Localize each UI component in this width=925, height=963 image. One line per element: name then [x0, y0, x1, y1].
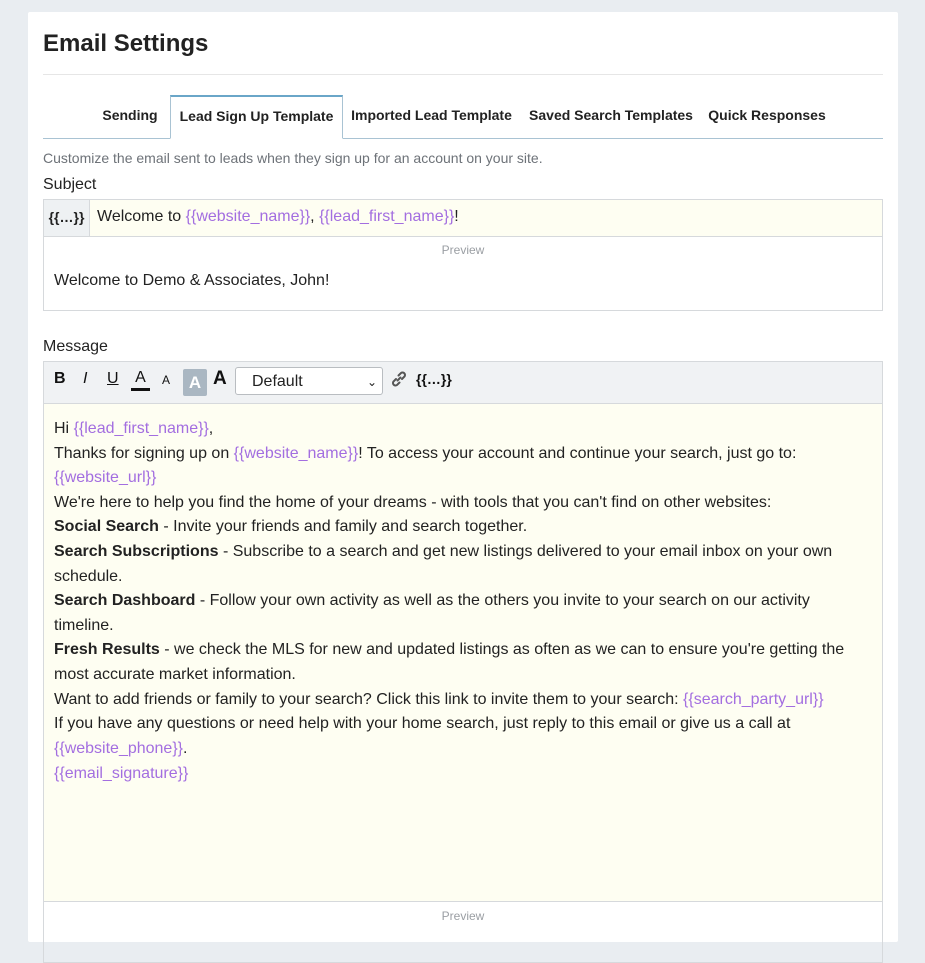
message-line: Fresh Results - we check the MLS for new and updated listings as often as we can to ensure you're getting the	[54, 641, 845, 658]
message-line: Want to add friends or family to your search? Click this link to invite them to your search: {{search_party_url}}	[54, 691, 824, 708]
font-select-value: Default	[252, 373, 303, 390]
message-variable-button[interactable]: {{…}}	[416, 371, 452, 387]
message-line: Search Subscriptions - Subscribe to a search and get new listings delivered to your email inbox on your own	[54, 543, 833, 560]
tab-quick-responses[interactable]: Quick Responses	[708, 107, 826, 123]
subject-text: ,	[310, 208, 320, 225]
message-line: If you have any questions or need help with your home search, just reply to this email or give us a call at	[54, 715, 791, 732]
message-line: {{website_url}}	[54, 469, 157, 486]
subject-text: !	[454, 208, 459, 225]
token-lead-first-name: {{lead_first_name}}	[319, 208, 455, 225]
tab-saved-search-templates[interactable]: Saved Search Templates	[529, 107, 693, 123]
message-preview-label: Preview	[441, 909, 485, 923]
italic-button[interactable]: I	[83, 370, 88, 387]
subject-field	[43, 199, 883, 311]
template-description: Customize the email sent to leads when they sign up for an account on your site.	[43, 150, 543, 166]
message-label: Message	[43, 338, 108, 355]
link-icon[interactable]	[389, 369, 409, 394]
large-text-button[interactable]: A	[213, 368, 227, 389]
message-line: {{email_signature}}	[54, 765, 189, 782]
settings-card	[28, 12, 898, 942]
tab-imported-lead-template[interactable]: Imported Lead Template	[351, 107, 512, 123]
page-title: Email Settings	[43, 30, 209, 57]
message-editor[interactable]	[44, 404, 882, 902]
small-text-button[interactable]: A	[162, 373, 171, 387]
message-line: timeline.	[54, 617, 114, 634]
subject-variable-button[interactable]: {{…}}	[44, 200, 90, 236]
subject-label: Subject	[43, 176, 97, 193]
message-line: Hi {{lead_first_name}},	[54, 420, 214, 437]
message-line: schedule.	[54, 568, 123, 585]
message-line: Thanks for signing up on {{website_name}}! To access your account and continue your search, just go to:	[54, 445, 797, 462]
underline-button[interactable]: U	[107, 370, 119, 387]
message-field	[43, 361, 883, 963]
message-line: {{website_phone}}.	[54, 740, 188, 757]
subject-preview-text: Welcome to Demo & Associates, John!	[54, 272, 330, 289]
subject-text: Welcome to	[97, 208, 186, 225]
message-line: Social Search - Invite your friends and family and search together.	[54, 518, 528, 535]
message-line: most accurate market information.	[54, 666, 296, 683]
subject-input-row[interactable]	[44, 200, 882, 237]
token-website-name: {{website_name}}	[185, 208, 311, 225]
bold-button[interactable]: B	[54, 370, 66, 387]
divider	[43, 74, 883, 75]
highlight-button[interactable]: A	[183, 369, 207, 396]
message-line: We're here to help you find the home of your dreams - with tools that you can't find on other websites:	[54, 494, 772, 511]
font-select[interactable]	[235, 367, 383, 395]
message-line: Search Dashboard - Follow your own activity as well as the others you invite to your search on our activity	[54, 592, 810, 609]
font-color-button[interactable]: A	[131, 368, 150, 391]
subject-input[interactable]	[97, 208, 459, 226]
editor-toolbar	[44, 362, 882, 404]
tab-bar	[43, 95, 883, 139]
tab-sending[interactable]: Sending	[102, 107, 158, 123]
chevron-down-icon: ⌄	[366, 375, 377, 389]
subject-preview-label: Preview	[441, 243, 485, 257]
tab-lead-sign-up-template[interactable]: Lead Sign Up Template	[170, 95, 343, 139]
